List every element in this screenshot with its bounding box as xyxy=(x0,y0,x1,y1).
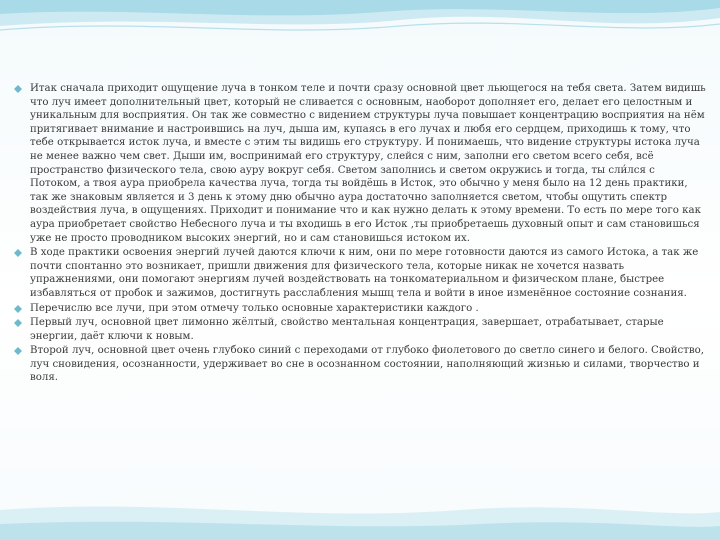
bullet-list xyxy=(14,82,708,385)
list-item xyxy=(14,316,708,343)
slide-content xyxy=(14,82,708,386)
bullet-icon xyxy=(14,305,22,313)
list-item xyxy=(14,302,708,316)
bullet-icon xyxy=(14,85,22,93)
bullet-text: Перечислю все лучи, при этом отмечу только основные характеристики каждого . xyxy=(30,302,479,314)
list-item xyxy=(14,82,708,245)
list-item xyxy=(14,344,708,385)
bullet-text: В ходе практики освоения энергий лучей даются ключи к ним, они по мере готовности даются из самого Истока, а так же почти спонтанно это возникает, пришли движения для физического тела, которые никак не хочется назвать упражнениями, они помогают энергиям лучей воздействовать на тонкоматериальном и физическом плане, быстрее избавляться от пробок и зажимов, достигнуть расслабления мышц тела и войти в иное изменённое состояние сознания. xyxy=(30,247,699,299)
wave-top-line xyxy=(0,23,720,30)
decorative-wave-top xyxy=(0,0,720,80)
list-item xyxy=(14,246,708,300)
bullet-icon xyxy=(14,347,22,355)
bullet-icon xyxy=(14,319,22,327)
bullet-text: Первый луч, основной цвет лимонно жёлтый, свойство ментальная концентрация, завершает, отрабатывает, старые энергии, даёт ключи к новым. xyxy=(30,317,664,342)
decorative-wave-bottom xyxy=(0,470,720,540)
bullet-text: Итак сначала приходит ощущение луча в тонком теле и почти сразу основной цвет льющегося на тебя света. Затем видишь что луч имеет дополнительный цвет, который не сливается с основным, наоборот дополняет его, делает его целостным и уникальным для восприятия. Он так же совместно с видением структуры луча повышает концентрацию восприятия на нём притягивает внимание и настроившись на луч, дыша им, купаясь в его лучах и любя его сердцем, приходишь к тому, что тебе открывается исток луча, и вместе с этим ты видишь его структуру. И понимаешь, что видение структуры истока луча не менее важно чем свет. Дыши им, воспринимай его структуру, слейся с ним, заполни его светом всего себя, всё пространство физического тела, свою ауру вокруг себя. Светом заполнись и светом окружись и тогда, ты сли́лся с Потоком, а твоя аура приобрела качества луча, тогда ты войдёшь в Исток, это обычно у меня было на 12 день практики, так же знаковым является и 3 день к этому дню обычно аура достаточно заполняется светом, чтобы ощутить спектр воздействия луча, в ощущениях. Приходит и понимание что и как нужно делать к этому времени. То есть по мере того как аура приобретает свойство Небесного луча и ты входишь в его Исток ,ты приобретаешь духовный опыт и сам становишься уже не просто проводником высоких энергий, но и сам становишься истоком их. xyxy=(30,83,706,244)
bullet-icon xyxy=(14,249,22,257)
bullet-text: Второй луч, основной цвет очень глубоко синий с переходами от глубоко фиолетового до светло синего и белого. Свойство, луч сновидения, осознанности, удерживает во сне в осознанном состоянии, наполняющий жизнью и силами, творчество и воля. xyxy=(30,345,704,384)
